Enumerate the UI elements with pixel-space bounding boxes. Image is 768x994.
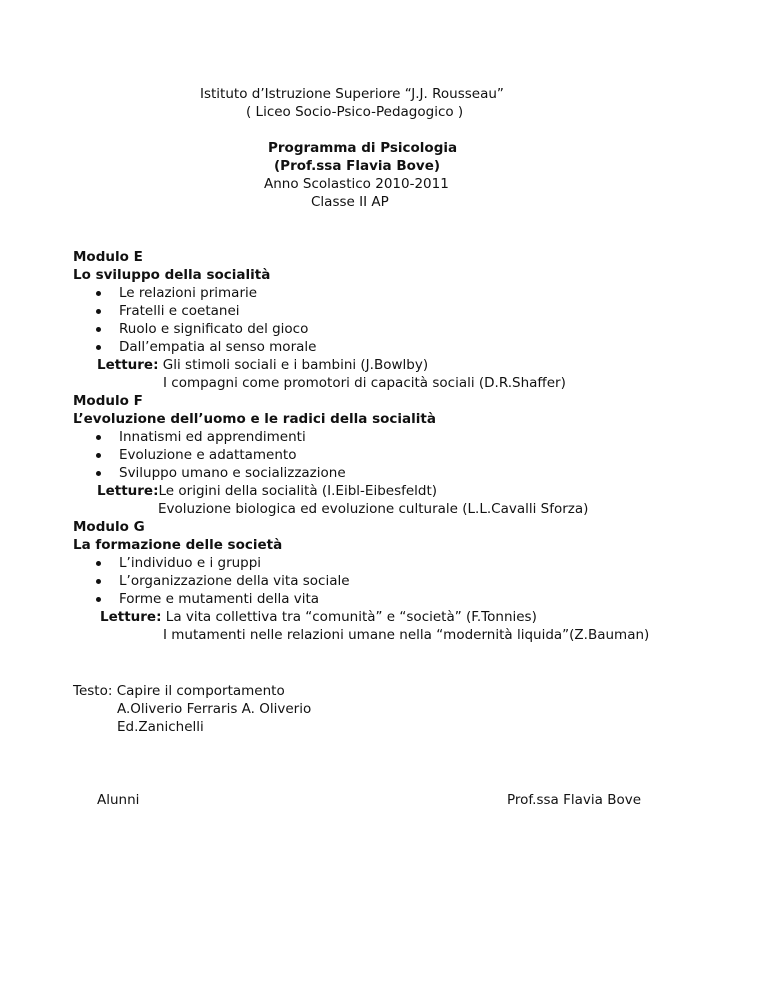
list-item-text: Innatismi ed apprendimenti [119, 429, 306, 445]
bullet-icon [96, 579, 101, 584]
bullet-icon [96, 561, 101, 566]
program-title: Programma di Psicologia [268, 140, 458, 156]
reading-text: Gli stimoli sociali e i bambini (J.Bowlby) [162, 357, 429, 373]
module-label: Modulo E [73, 249, 143, 265]
reading-text: I mutamenti nelle relazioni umane nella “modernità liquida”(Z.Bauman) [163, 627, 650, 643]
list-item-text: L’organizzazione della vita sociale [119, 573, 350, 589]
bullet-icon [96, 453, 101, 458]
teacher-signature-label: Prof.ssa Flavia Bove [507, 792, 642, 808]
readings-row [100, 608, 537, 626]
module-title: L’evoluzione dell’uomo e le radici della socialità [73, 411, 436, 427]
bullet-icon [96, 345, 101, 350]
readings-label: Letture: [100, 609, 162, 625]
reading-text: Evoluzione biologica ed evoluzione culturale (L.L.Cavalli Sforza) [158, 501, 589, 517]
list-item-text: Sviluppo umano e socializzazione [119, 465, 346, 481]
teacher-name: (Prof.ssa Flavia Bove) [274, 158, 441, 174]
list-item-text: Forme e mutamenti della vita [119, 591, 320, 607]
school-subtitle: ( Liceo Socio-Psico-Pedagogico ) [246, 104, 464, 120]
readings-row [97, 482, 437, 500]
bullet-icon [96, 435, 101, 440]
list-item-text: Evoluzione e adattamento [119, 447, 297, 463]
reading-text: Le origini della socialità (I.Eibl-Eibesfeldt) [158, 483, 438, 499]
module-title: Lo sviluppo della socialità [73, 267, 271, 283]
bullet-icon [96, 291, 101, 296]
list-item-text: Fratelli e coetanei [119, 303, 240, 319]
textbook-label: Testo: [73, 683, 113, 699]
textbook-publisher: Ed.Zanichelli [117, 719, 204, 735]
reading-text: I compagni come promotori di capacità sociali (D.R.Shaffer) [163, 375, 566, 391]
school-year: Anno Scolastico 2010-2011 [264, 176, 449, 192]
textbook-title: Capire il comportamento [116, 683, 285, 699]
school-name: Istituto d’Istruzione Superiore “J.J. Rousseau” [200, 86, 504, 102]
bullet-icon [96, 309, 101, 314]
list-item-text: Le relazioni primarie [119, 285, 258, 301]
list-item-text: L’individuo e i gruppi [119, 555, 262, 571]
readings-label: Letture: [97, 357, 159, 373]
bullet-icon [96, 597, 101, 602]
textbook-row [73, 682, 285, 700]
bullet-icon [96, 471, 101, 476]
module-label: Modulo G [73, 519, 145, 535]
textbook-authors: A.Oliverio Ferraris A. Oliverio [117, 701, 312, 717]
list-item-text: Dall’empatia al senso morale [119, 339, 317, 355]
module-title: La formazione delle società [73, 537, 283, 553]
bullet-icon [96, 327, 101, 332]
module-label: Modulo F [73, 393, 143, 409]
reading-text: La vita collettiva tra “comunità” e “società” (F.Tonnies) [165, 609, 537, 625]
students-signature-label: Alunni [97, 792, 140, 808]
readings-row [97, 356, 428, 374]
list-item-text: Ruolo e significato del gioco [119, 321, 309, 337]
readings-label: Letture: [97, 483, 159, 499]
class-name: Classe II AP [311, 194, 389, 210]
